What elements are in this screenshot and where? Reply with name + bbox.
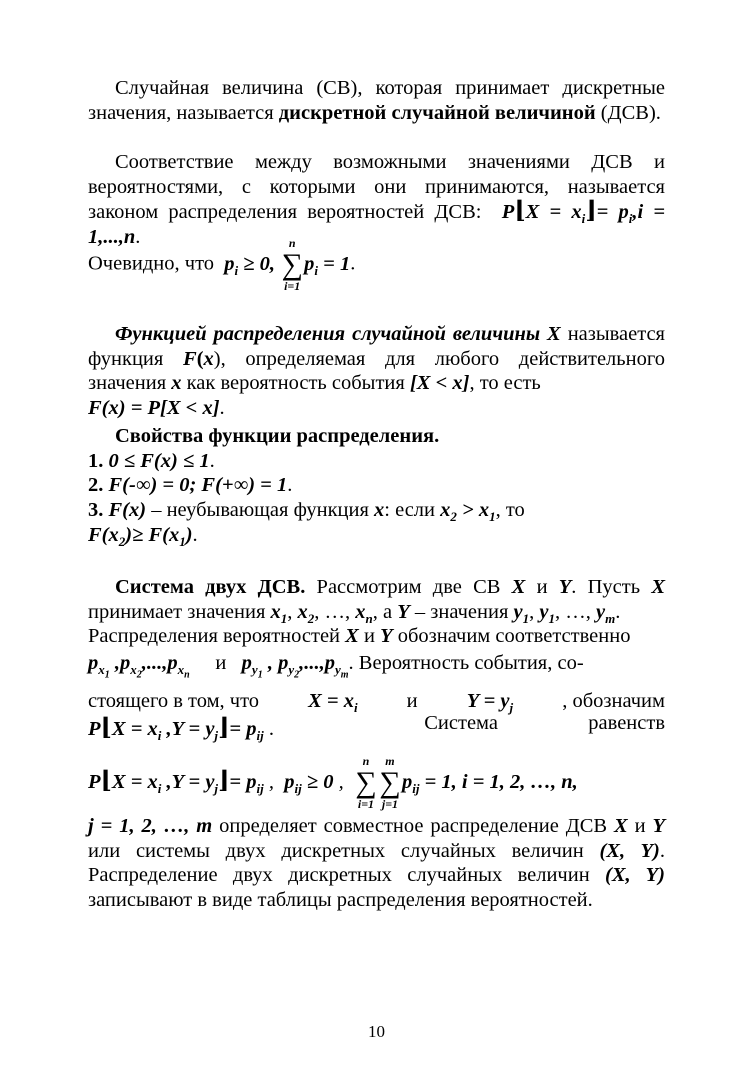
page-number: 10 bbox=[368, 1022, 385, 1041]
text: (ДСВ). bbox=[595, 101, 661, 124]
formula-distribution-law: P⌊X = $x_i⌋= p_i,i = 1,...,n$ bbox=[88, 198, 666, 248]
properties-title: Свойства функции распределения. bbox=[115, 425, 440, 447]
property-3-cont: $F(x_2)\ge F(x_1)$. bbox=[88, 524, 198, 550]
sum-symbol-j: m ∑ j=1 bbox=[379, 754, 401, 812]
sum-symbol: n ∑ i=1 bbox=[281, 236, 303, 293]
term-distribution-function: Функцией распределения случайной величины X bbox=[115, 323, 561, 345]
joint-event-line: стоящего в том, что $X = x_i$ и $Y = y_j$ , обозначим bbox=[88, 690, 665, 716]
sum-symbol-i: n ∑ i=1 bbox=[355, 754, 377, 812]
paragraph-joint-distribution: j = 1, 2, …, m определяет совместное распределение ДСВ X и Y или системы двух дискретных случайных величин (X, Y). Распределение двух дискретных случайных величин (X, Y) записывают в виде таблицы распределения вероятностей. bbox=[88, 815, 666, 911]
term-two-dsv: Система двух ДСВ. bbox=[115, 576, 306, 598]
paragraph-dsv-definition bbox=[88, 76, 665, 125]
property-3: 3. F(x) – неубывающая функция x: если $x_2 > x_1$, то bbox=[88, 498, 525, 524]
formula-system: P⌊X = $x_i$ $,Y = y_j⌋= p_{ij}$ , $p_{ij} \ge 0$ , n ∑ i=1 m ∑ j=1 $p_{ij} = 1$, i = 1, 2, …, n, bbox=[88, 754, 578, 812]
joint-prob-line: P⌊X = $x_i$ $,Y = y_j⌋= p_{ij}$ . Система равенств bbox=[88, 712, 665, 744]
system-equalities-line bbox=[88, 754, 665, 812]
text: Соответствие между возможными значениями ДСВ и вероятностями, с которыми они принимаются, называется законом распределения вероятностей ДСВ: bbox=[88, 151, 665, 223]
marginal-distributions-line: $p_{x_1}$ $,p_{x_2},...,p_{x_n}$ и $p_{y_1}$ , $p_{y_2},...,p_{y_m}$. Вероятность события, со- bbox=[88, 652, 584, 681]
text: Случайная величина (СВ), которая принимает дискретные значения, называется bbox=[88, 77, 665, 124]
formula-pij: P⌊X = $x_i$ $,Y = y_j⌋= p_{ij}$ . bbox=[88, 715, 274, 744]
formula-normalization: $p_i \ge 0$, n ∑ i=1 $p_i = 1$ bbox=[224, 236, 351, 293]
paragraph-normalization: Очевидно, что $p_i \ge 0$, n ∑ i=1 $p_i = 1$. bbox=[88, 236, 356, 293]
formula-py: $p_{y_1}$ , $p_{y_2},...,p_{y_m}$ bbox=[241, 652, 349, 681]
paragraph-distribution-function: Функцией распределения случайной величины X называется функция F(x), определяемая для любого действительного значения x как вероятность события [X < x], то есть F(x) = P[X < x]. bbox=[88, 323, 666, 419]
properties-block bbox=[88, 424, 665, 522]
property-2: 2. F(-∞) = 0; F(+∞) = 1. bbox=[88, 474, 293, 496]
formula-px: $p_{x_1}$ $,p_{x_2},...,p_{x_n}$ bbox=[88, 652, 190, 681]
term-dsv: дискретной случайной величиной bbox=[278, 101, 596, 124]
property-1: 1. 0 ≤ F(x) ≤ 1. bbox=[88, 449, 215, 472]
text: Очевидно, что bbox=[88, 252, 215, 275]
paragraph-distribution-law: Соответствие между возможными значениями ДСВ и вероятностями, с которыми они принимаются, называется законом распределения вероятностей ДСВ: P⌊X = $x_i⌋= p_i,i = 1,...,n$. bbox=[88, 151, 666, 248]
paragraph-two-dsv: Система двух ДСВ. Рассмотрим две СВ X и Y. Пусть X принимает значения $x_1$, $x_2$, …, $x_n$, а Y – значения $y_1$, $y_1$, …, $y_m$. Распределения вероятностей X и Y обозначим соответственно bbox=[88, 576, 665, 647]
